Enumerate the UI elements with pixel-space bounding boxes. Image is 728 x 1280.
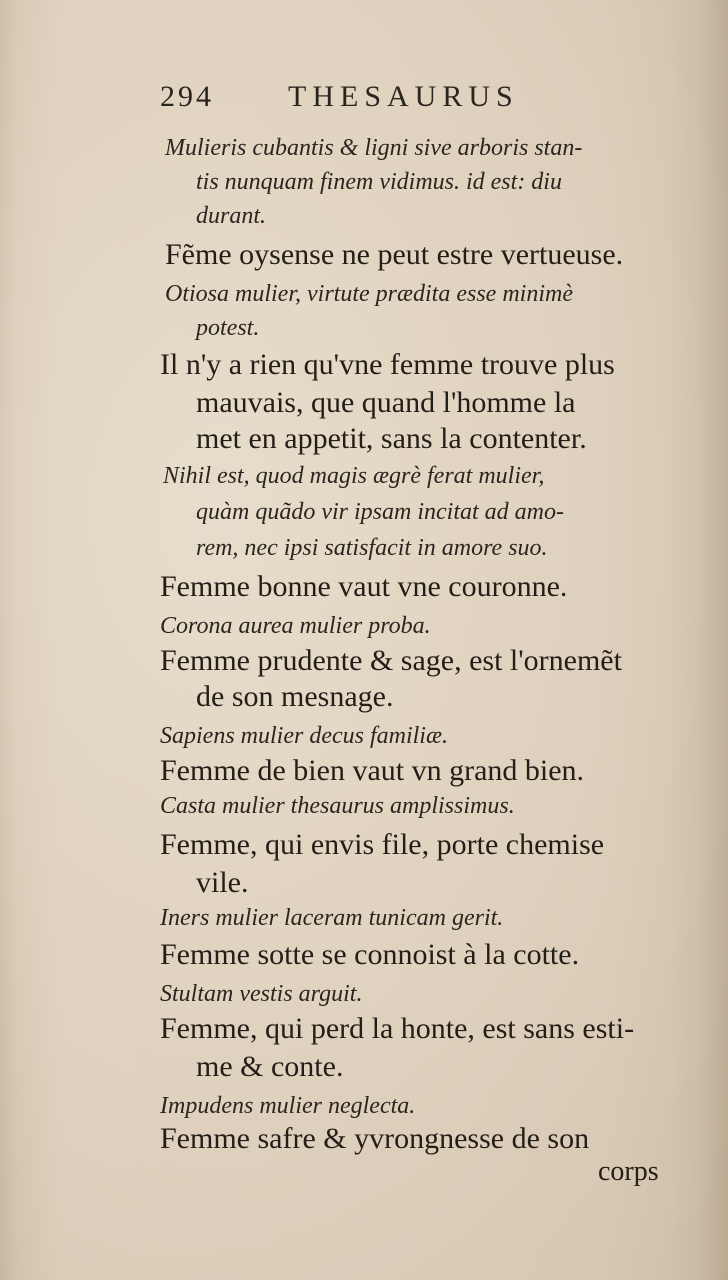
text-line: Femme bonne vaut vne couronne.	[160, 570, 568, 603]
text-line: me & conte.	[196, 1050, 344, 1083]
page-number: 294	[160, 80, 214, 113]
text-line: Femme sotte se connoist à la cotte.	[160, 938, 580, 971]
text-line: Fẽme oysense ne peut estre vertueuse.	[165, 238, 624, 271]
page-header	[160, 80, 620, 120]
text-line: Otiosa mulier, virtute prædita esse minimè	[165, 281, 573, 307]
text-line: Nihil est, quod magis ægrè ferat mulier,	[163, 463, 545, 489]
text-line: Femme, qui envis file, porte chemise	[160, 828, 605, 861]
text-line: vile.	[196, 866, 249, 899]
text-line: durant.	[196, 203, 267, 229]
text-line: Femme safre & yvrongnesse de son	[160, 1122, 590, 1155]
text-line: quàm quãdo vir ipsam incitat ad amo-	[196, 499, 564, 525]
text-line: Mulieris cubantis & ligni sive arboris stan-	[165, 135, 583, 161]
text-line: potest.	[196, 315, 260, 341]
text-line: Femme, qui perd la honte, est sans esti-	[160, 1012, 635, 1045]
text-line: met en appetit, sans la contenter.	[196, 422, 587, 455]
text-line: Femme de bien vaut vn grand bien.	[160, 754, 585, 787]
text-line: mauvais, que quand l'homme la	[196, 386, 576, 419]
text-line: tis nunquam finem vidimus. id est: diu	[196, 169, 562, 195]
text-line: Femme prudente & sage, est l'ornemẽt	[160, 644, 622, 677]
running-title: THESAURUS	[288, 80, 519, 113]
text-line: Iners mulier laceram tunicam gerit.	[160, 905, 504, 931]
text-line: Corona aurea mulier proba.	[160, 613, 431, 639]
text-line: Casta mulier thesaurus amplissimus.	[160, 793, 515, 819]
text-line: rem, nec ipsi satisfacit in amore suo.	[196, 535, 548, 561]
catchword: corps	[598, 1156, 659, 1187]
text-line: de son mesnage.	[196, 680, 394, 713]
text-line: Stultam vestis arguit.	[160, 981, 363, 1007]
text-line: Sapiens mulier decus familiæ.	[160, 723, 448, 749]
page-edge-shadow	[668, 0, 728, 1280]
text-line: Impudens mulier neglecta.	[160, 1093, 416, 1119]
text-line: Il n'y a rien qu'vne femme trouve plus	[160, 348, 615, 381]
